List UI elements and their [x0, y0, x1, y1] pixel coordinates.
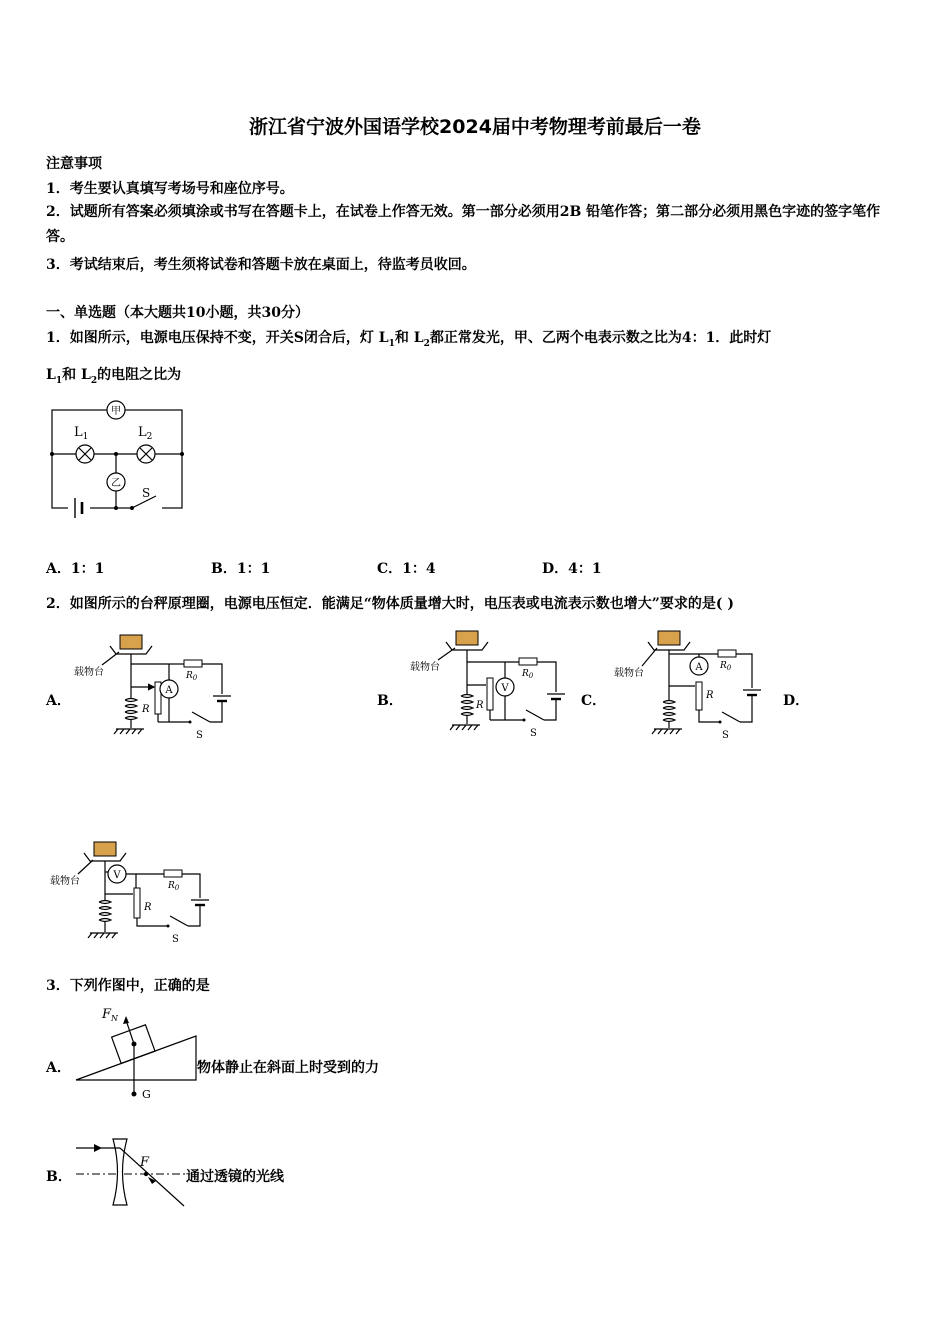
focal-point-label: F	[140, 1155, 150, 1170]
q3-option-a-letter[interactable]: A．	[46, 1060, 71, 1076]
q3-lens-diagram	[76, 1136, 188, 1210]
switch-label-c: S	[722, 730, 729, 741]
q3-option-b-caption: 通过透镜的光线	[186, 1169, 284, 1185]
meter-jia-label: 甲	[111, 406, 121, 417]
voltmeter-label-d: V	[113, 870, 121, 881]
notice-item-2: 2．试题所有答案必须填涂或书写在答题卡上，在试卷上作答无效。第一部分必须用2B 铅笔作答；第二部分必须用黑色字迹的签字笔作答。	[46, 204, 881, 245]
lamp-l1-label: $L_1$	[74, 425, 89, 442]
q2-diagram-a	[72, 632, 242, 744]
platform-label-c: 载物台	[614, 668, 644, 679]
switch-label-b: S	[530, 728, 537, 739]
section-heading: 一、单选题（本大题共10小题，共30分）	[46, 305, 309, 321]
q1-option-a[interactable]: A．1：1	[46, 561, 105, 577]
q2-diagram-c	[612, 628, 772, 740]
ammeter-label-a: A	[165, 685, 173, 696]
q2-option-d-letter[interactable]: D．	[783, 693, 810, 709]
q2-option-c-letter[interactable]: C．	[581, 693, 607, 709]
q3-incline-diagram	[76, 1002, 206, 1104]
q3-option-a-caption: 物体静止在斜面上时受到的力	[197, 1060, 379, 1076]
notice-heading: 注意事项	[46, 156, 102, 172]
ammeter-label-c: A	[695, 662, 703, 673]
q2-option-a-letter[interactable]: A．	[46, 693, 71, 709]
fn-label: $F_N$	[102, 1007, 119, 1023]
lamp-l2-label: $L_2$	[138, 425, 153, 442]
r0-label-c: $R_0$	[720, 661, 732, 672]
switch-s-label: S	[142, 486, 151, 500]
notice-item-1: 1．考生要认真填写考场号和座位序号。	[46, 181, 294, 197]
concave-lens-icon	[113, 1139, 127, 1205]
switch-label-d: S	[172, 934, 179, 945]
meter-yi-label: 乙	[111, 478, 121, 489]
r0-label-b: $R_0$	[522, 669, 534, 680]
q3-option-b-letter[interactable]: B．	[46, 1169, 72, 1185]
q1-option-d[interactable]: D．4：1	[542, 561, 602, 577]
q1-stem-line1: 1．如图所示，电源电压保持不变，开关S闭合后，灯 $L_1$和 $L_2$都正常发光，甲、乙两个电表示数之比为4：1．此时灯	[46, 330, 772, 349]
r0-label-a: $R_0$	[186, 671, 198, 682]
switch-label-a: S	[196, 730, 203, 741]
q1-stem-line2: $L_1$和 $L_2$的电阻之比为	[46, 367, 182, 386]
page-title: 浙江省宁波外国语学校2024届中考物理考前最后一卷	[249, 116, 701, 138]
q2-stem: 2．如图所示的台秤原理圈，电源电压恒定．能满足“物体质量增大时，电压表或电流表示数也增大”要求的是( )	[46, 596, 734, 612]
q1-option-b[interactable]: B．1：1	[211, 561, 271, 577]
q3-stem: 3．下列作图中，正确的是	[46, 978, 210, 994]
voltmeter-label-b: V	[501, 683, 509, 694]
q2-diagram-d	[48, 838, 218, 946]
r-label-b: R	[476, 700, 484, 711]
q1-option-c[interactable]: C．1：4	[377, 561, 436, 577]
q1-circuit-diagram	[48, 398, 188, 523]
r-label-d: R	[144, 902, 152, 913]
notice-item-3: 3．考试结束后，考生须将试卷和答题卡放在桌面上，待监考员收回。	[46, 257, 476, 273]
q2-diagram-b	[404, 628, 574, 740]
platform-label-d: 载物台	[50, 876, 80, 887]
r-label-a: R	[142, 704, 150, 715]
platform-label-b: 载物台	[410, 662, 440, 673]
g-label: G	[142, 1088, 151, 1101]
r-label-c: R	[706, 690, 714, 701]
q2-option-b-letter[interactable]: B．	[377, 693, 403, 709]
r0-label-d: $R_0$	[168, 881, 180, 892]
platform-label-a: 载物台	[74, 667, 104, 678]
